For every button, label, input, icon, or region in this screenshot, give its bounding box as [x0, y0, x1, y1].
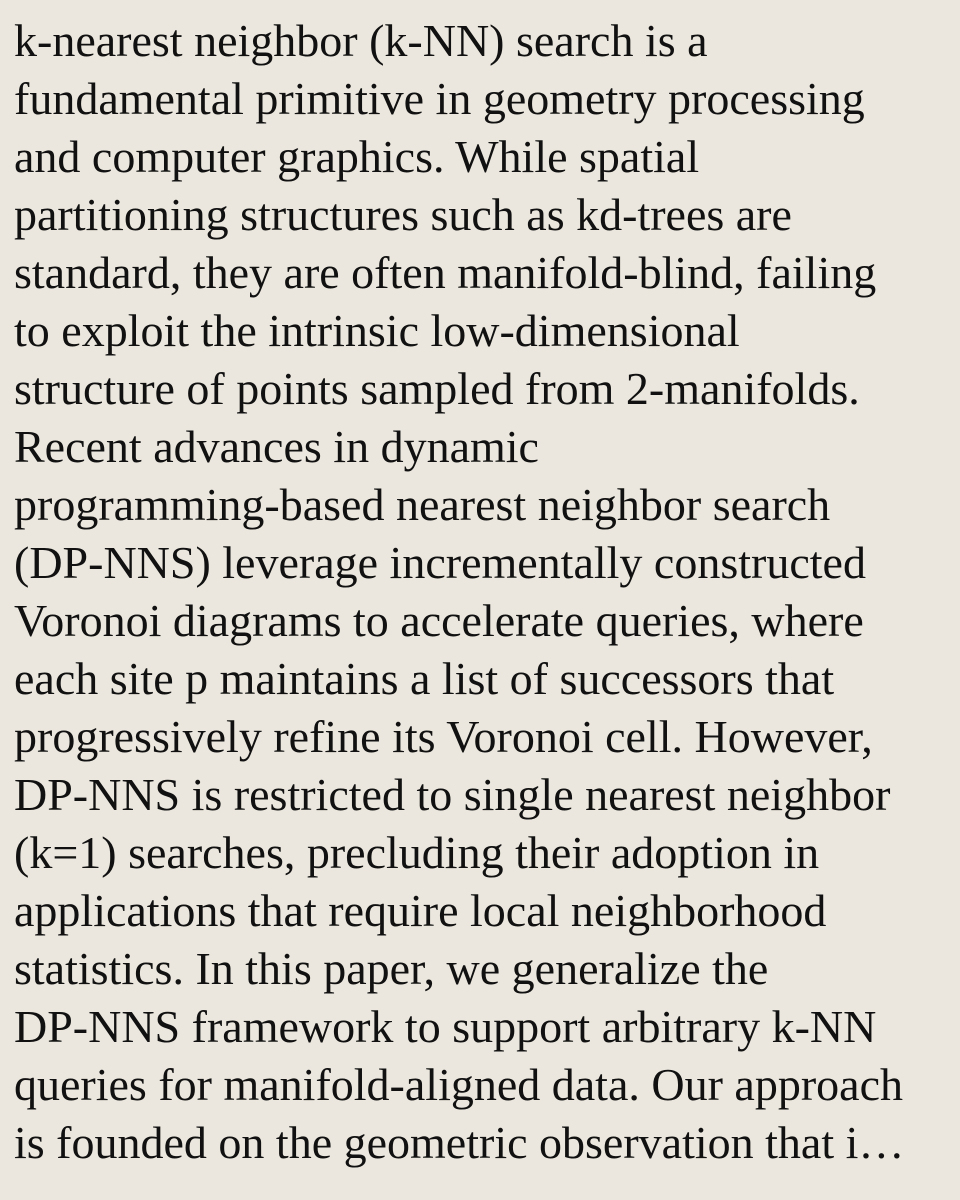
abstract-line: Recent advances in dynamic	[14, 421, 539, 472]
abstract-line: partitioning structures such as kd-trees are	[14, 189, 792, 240]
abstract-line: DP-NNS is restricted to single nearest neighbor	[14, 769, 891, 820]
abstract-line: statistics. In this paper, we generalize the	[14, 943, 769, 994]
abstract-line: Voronoi diagrams to accelerate queries, where	[14, 595, 864, 646]
abstract-line: standard, they are often manifold-blind, failing	[14, 247, 877, 298]
abstract-line: programming-based nearest neighbor search	[14, 479, 831, 530]
abstract-line: applications that require local neighborhood	[14, 885, 827, 936]
abstract-line: and computer graphics. While spatial	[14, 131, 700, 182]
abstract-line: is founded on the geometric observation that i…	[14, 1117, 905, 1168]
abstract-line: DP-NNS framework to support arbitrary k-NN	[14, 1001, 877, 1052]
abstract-line: structure of points sampled from 2-manifolds.	[14, 363, 860, 414]
abstract-line: (k=1) searches, precluding their adoption in	[14, 827, 820, 878]
abstract-line: (DP-NNS) leverage incrementally constructed	[14, 537, 866, 588]
abstract-text	[14, 12, 946, 1172]
abstract-line: queries for manifold-aligned data. Our approach	[14, 1059, 903, 1110]
abstract-line: fundamental primitive in geometry processing	[14, 73, 865, 124]
abstract-line: each site p maintains a list of successors that	[14, 653, 835, 704]
abstract-line: to exploit the intrinsic low-dimensional	[14, 305, 740, 356]
abstract-line: k-nearest neighbor (k-NN) search is a	[14, 15, 708, 66]
abstract-line: progressively refine its Voronoi cell. However,	[14, 711, 873, 762]
